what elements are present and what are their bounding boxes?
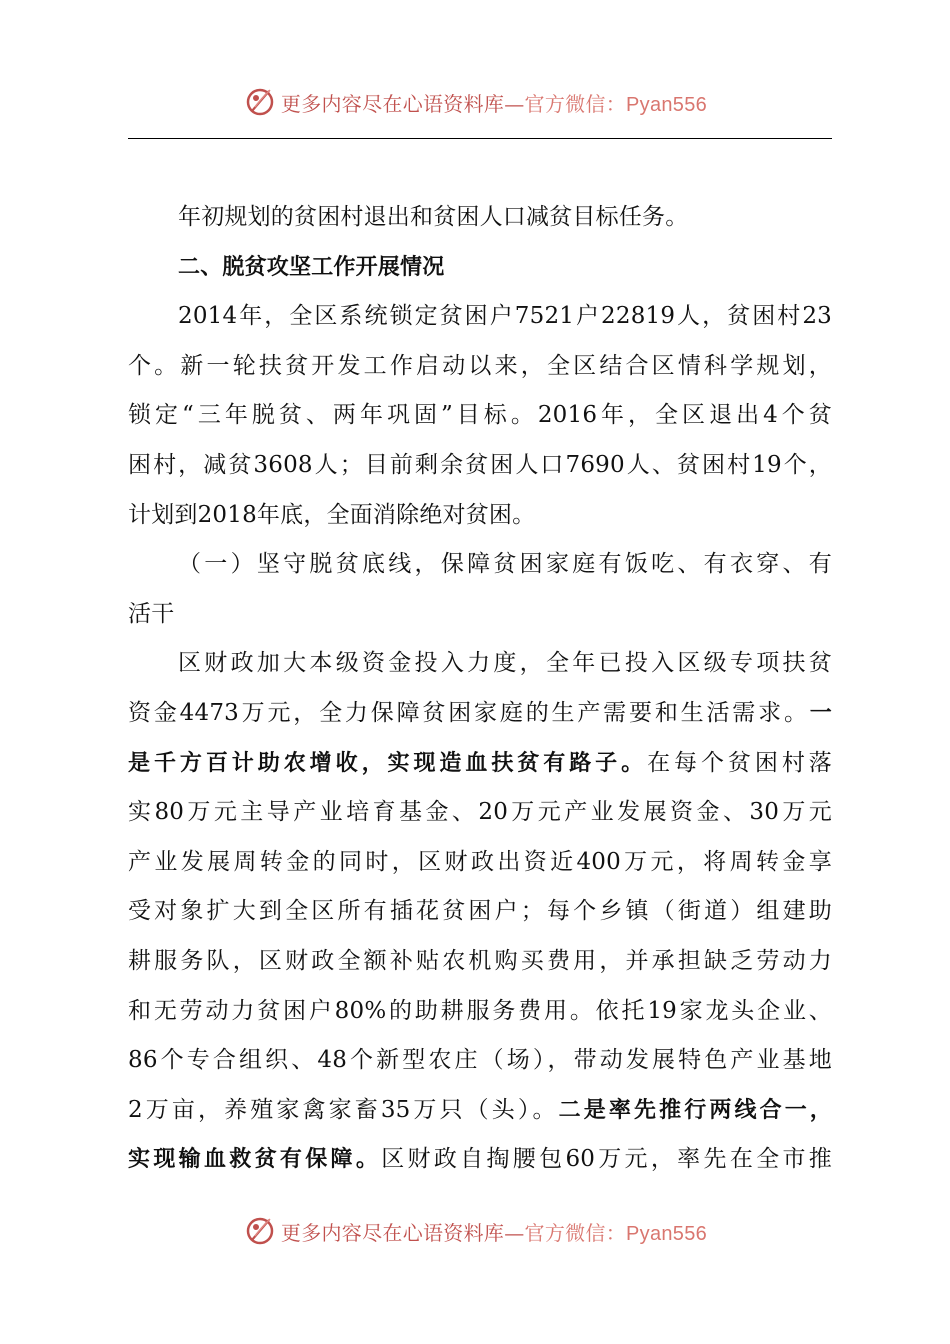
body-line: 个。新一轮扶贫开发工作启动以来，全区结合区情科学规划， [128,352,832,379]
footer-banner-text [281,1217,707,1246]
body-line: 86个专合组织、48个新型农庄（场），带动发展特色产业基地 [128,1047,832,1074]
body-line: 实80万元主导产业培育基金、20万元产业发展资金、30万元 [128,799,832,826]
body-line: 耕服务队，区财政全额补贴农机购买费用，并承担缺乏劳动力 [128,947,832,974]
body-text: 2万亩，养殖家禽家畜35万只（头）。 [128,1096,559,1123]
body-text: 区财政自掏腰包60万元，率先在全市推 [381,1146,832,1173]
body-text: 在每个贫困村落 [647,749,832,776]
body-line: 区财政加大本级资金投入力度，全年已投入区级专项扶贫 [178,650,832,677]
header-banner-slogan: 更多内容尽在心语资料库— [280,91,525,116]
body-line: 年初规划的贫困村退出和贫困人口减贫目标任务。 [178,204,689,230]
body-line: 和无劳动力贫困户80%的助耕服务费用。依托19家龙头企业、 [128,997,832,1024]
body-line [128,1135,832,1185]
bold-text: 是千方百计助农增收，实现造血扶贫有路子。 [128,750,648,776]
subsection-heading: （一）坚守脱贫底线，保障贫困家庭有饭吃、有衣穿、有 [178,551,832,578]
book-quill-logo-icon [243,1214,277,1248]
subsection-heading-continued: 活干 [128,600,175,627]
header-banner-text [281,88,707,117]
body-line [128,739,832,789]
body-line: 产业发展周转金的同时，区财政出资近400万元，将周转金享 [128,848,832,875]
body-line: 计划到2018年底，全面消除绝对贫困。 [128,501,536,528]
body-line: 2014年，全区系统锁定贫困户7521户22819人，贫困村23 [178,303,832,330]
section-heading: 二、脱贫攻坚工作开展情况 [178,254,445,280]
document-body [128,193,832,1185]
header-banner [0,78,950,126]
body-line [128,1086,832,1136]
bold-text: 二是率先推行两线合一， [558,1097,833,1123]
header-rule [128,138,832,139]
body-text: 资金4473万元，全力保障贫困家庭的生产需要和生活需求。 [128,699,810,726]
header-wechat-label: 官方微信： [524,91,627,116]
body-line: 困村，减贫3608人；目前剩余贫困人口7690人、贫困村19个， [128,451,832,478]
body-line: 锁定“三年脱贫、两年巩固”目标。2016年，全区退出4个贫 [128,402,832,429]
header-wechat-id: Pyan556 [626,93,708,116]
footer-wechat-id: Pyan556 [626,1222,708,1245]
body-line [128,689,832,739]
footer-wechat-label: 官方微信： [524,1220,627,1245]
bold-text: 实现输血救贫有保障。 [128,1147,382,1173]
bold-text: 一 [809,700,832,726]
book-quill-logo-icon [243,85,277,119]
body-line: 受对象扩大到全区所有插花贫困户；每个乡镇（街道）组建助 [128,898,832,925]
footer-banner [0,1207,950,1255]
footer-banner-slogan: 更多内容尽在心语资料库— [280,1220,525,1245]
